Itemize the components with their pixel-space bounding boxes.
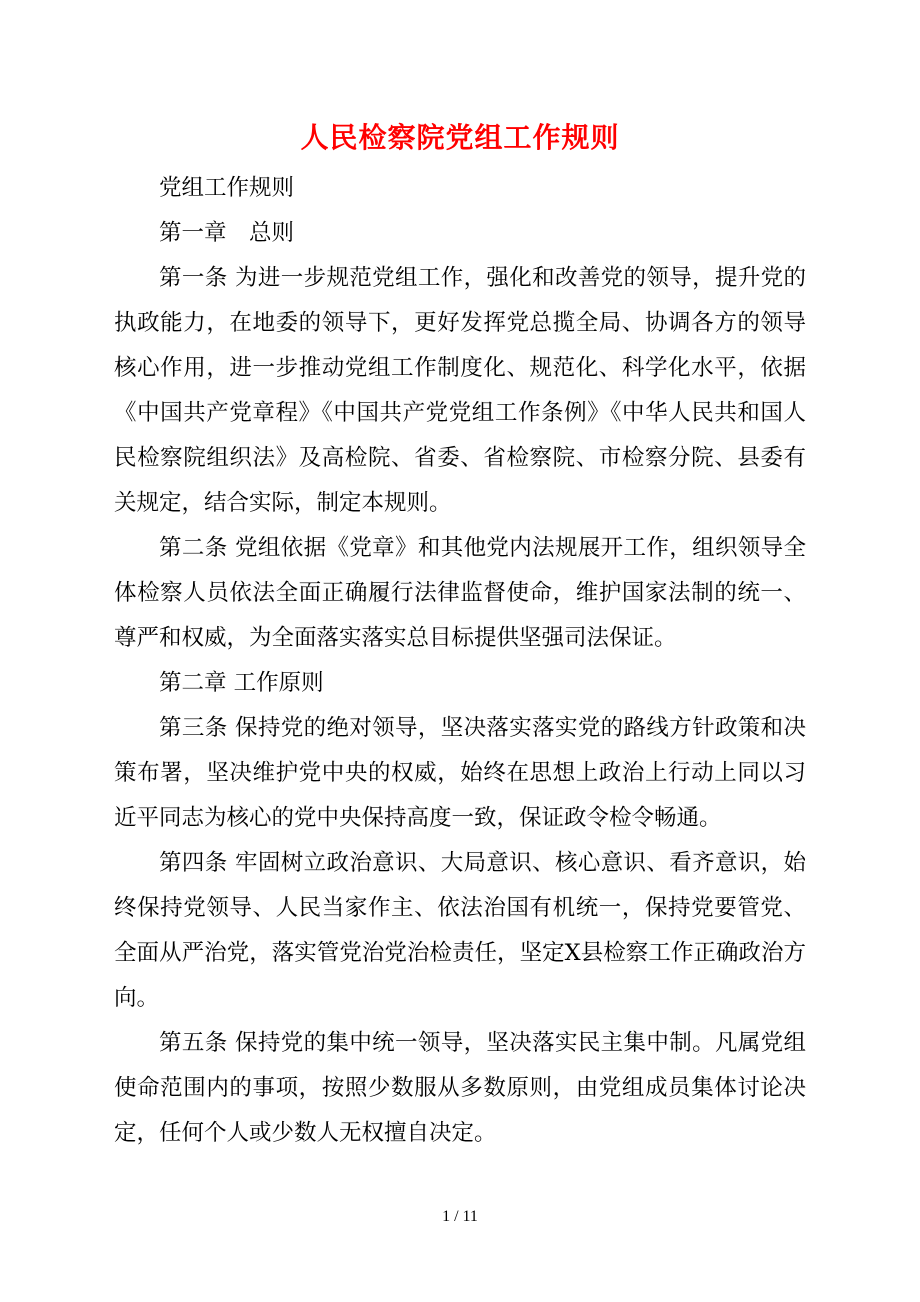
chapter-heading: 第二章 工作原则: [159, 670, 324, 696]
article-paragraph: 第二条 党组依据《党章》和其他党内法规展开工作，组织领导全体检察人员依法全面正确履行法律监督使命，维护国家法制的统一、尊严和权威，为全面落实落实总目标提供坚强司法保证。: [114, 535, 806, 651]
chapter-heading: 第一章 总则: [159, 220, 295, 246]
page-number: 1 / 11: [442, 1208, 478, 1225]
document-body: [114, 166, 806, 1156]
section-heading: 党组工作规则: [159, 175, 295, 201]
article-paragraph: 第五条 保持党的集中统一领导，坚决落实民主集中制。凡属党组使命范围内的事项，按照少数服从多数原则，由党组成员集体讨论决定，任何个人或少数人无权擅自决定。: [114, 1030, 806, 1146]
article-paragraph: 第四条 牢固树立政治意识、大局意识、核心意识、看齐意识，始终保持党领导、人民当家作主、依法治国有机统一，保持党要管党、全面从严治党，落实管党治党治检责任，坚定X县检察工作正确政治方向。: [114, 850, 806, 1011]
article-paragraph: 第三条 保持党的绝对领导，坚决落实落实党的路线方针政策和决策布署，坚决维护党中央的权威，始终在思想上政治上行动上同以习近平同志为核心的党中央保持高度一致，保证政令检令畅通。: [114, 715, 806, 831]
article-paragraph: 第一条 为进一步规范党组工作，强化和改善党的领导，提升党的执政能力，在地委的领导下，更好发挥党总揽全局、协调各方的领导核心作用，进一步推动党组工作制度化、规范化、科学化水平，依据《中国共产党章程》《中国共产党党组工作条例》《中华人民共和国人民检察院组织法》及高检院、省委、省检察院、市检察分院、县委有关规定，结合实际，制定本规则。: [114, 265, 806, 516]
document-title: 人民检察院党组工作规则: [300, 121, 620, 154]
